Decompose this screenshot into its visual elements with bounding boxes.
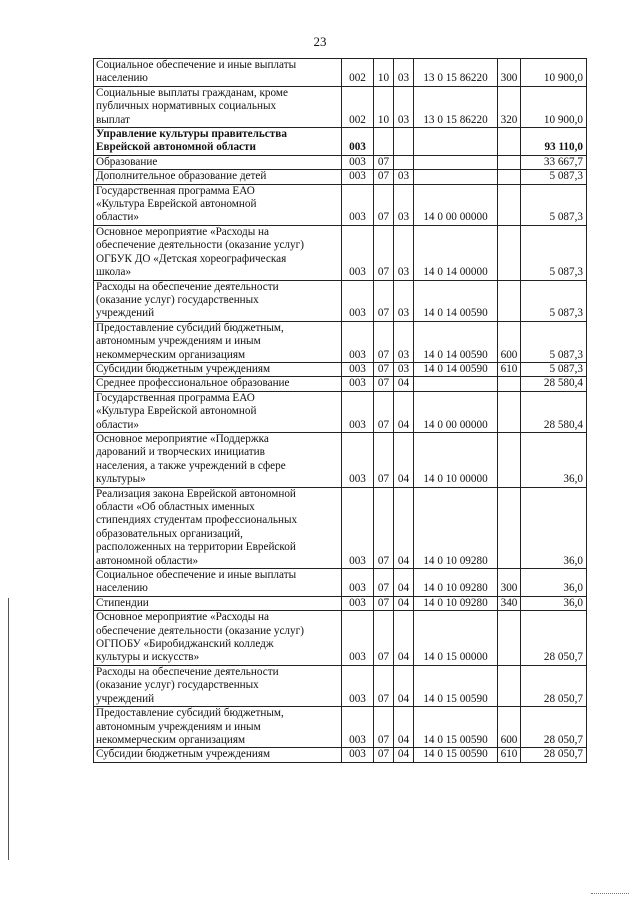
cell-ministry-code: 003 [342, 170, 374, 184]
cell-name: Основное мероприятие «Расходы на обеспечение деятельности (оказание услуг) ОГБУК ДО «Детская хореографическая школа» [94, 225, 342, 280]
cell-amount: 28 050,7 [521, 748, 587, 762]
table-row [94, 155, 587, 169]
cell-amount: 93 110,0 [521, 128, 587, 156]
cell-subsection-code: 04 [394, 377, 414, 391]
cell-name: Реализация закона Еврейской автономной области «Об областных именных стипендиях студентам профессиональных образовательных организаций, расположенных на территории Еврейской автономной области» [94, 487, 342, 568]
cell-expense-type-code: 340 [498, 596, 521, 610]
cell-section-code: 07 [374, 707, 394, 748]
cell-section-code: 07 [374, 321, 394, 362]
cell-amount: 5 087,3 [521, 321, 587, 362]
table-row [94, 665, 587, 706]
cell-subsection-code: 04 [394, 748, 414, 762]
cell-section-code: 07 [374, 432, 394, 487]
budget-table [93, 58, 587, 763]
cell-amount: 10 900,0 [521, 59, 587, 87]
cell-amount: 28 580,4 [521, 391, 587, 432]
table-row [94, 391, 587, 432]
cell-amount: 28 050,7 [521, 665, 587, 706]
cell-amount: 10 900,0 [521, 86, 587, 127]
cell-target-article-code: 13 0 15 86220 [414, 86, 498, 127]
cell-section-code: 07 [374, 170, 394, 184]
cell-ministry-code: 003 [342, 321, 374, 362]
cell-section-code: 07 [374, 391, 394, 432]
cell-expense-type-code [498, 487, 521, 568]
cell-subsection-code: 04 [394, 391, 414, 432]
cell-section-code: 07 [374, 362, 394, 376]
cell-subsection-code: 03 [394, 184, 414, 225]
cell-amount: 36,0 [521, 569, 587, 597]
cell-ministry-code: 002 [342, 86, 374, 127]
cell-subsection-code [394, 128, 414, 156]
cell-ministry-code: 003 [342, 225, 374, 280]
table-body [94, 59, 587, 763]
cell-subsection-code: 04 [394, 569, 414, 597]
cell-section-code: 07 [374, 748, 394, 762]
cell-ministry-code: 003 [342, 611, 374, 666]
cell-expense-type-code [498, 432, 521, 487]
cell-expense-type-code [498, 377, 521, 391]
cell-target-article-code: 14 0 00 00000 [414, 184, 498, 225]
cell-subsection-code: 04 [394, 707, 414, 748]
cell-ministry-code: 003 [342, 748, 374, 762]
cell-name: Образование [94, 155, 342, 169]
page-number: 23 [313, 34, 327, 49]
cell-section-code: 07 [374, 184, 394, 225]
cell-section-code: 07 [374, 611, 394, 666]
cell-subsection-code: 03 [394, 362, 414, 376]
cell-expense-type-code: 300 [498, 59, 521, 87]
cell-name: Государственная программа ЕАО «Культура Еврейской автономной области» [94, 184, 342, 225]
cell-expense-type-code [498, 225, 521, 280]
table-row [94, 321, 587, 362]
table-row [94, 280, 587, 321]
cell-section-code: 10 [374, 86, 394, 127]
cell-name: Основное мероприятие «Расходы на обеспечение деятельности (оказание услуг) ОГПОБУ «Биробиджанский колледж культуры и искусств» [94, 611, 342, 666]
cell-expense-type-code [498, 155, 521, 169]
cell-name: Среднее профессиональное образование [94, 377, 342, 391]
cell-amount: 36,0 [521, 487, 587, 568]
cell-target-article-code: 14 0 10 09280 [414, 487, 498, 568]
cell-expense-type-code [498, 611, 521, 666]
cell-subsection-code: 03 [394, 225, 414, 280]
cell-target-article-code: 14 0 14 00000 [414, 225, 498, 280]
cell-section-code: 07 [374, 225, 394, 280]
cell-subsection-code: 04 [394, 487, 414, 568]
cell-amount: 36,0 [521, 596, 587, 610]
cell-expense-type-code [498, 170, 521, 184]
cell-section-code: 07 [374, 155, 394, 169]
table-row [94, 432, 587, 487]
cell-expense-type-code: 600 [498, 707, 521, 748]
cell-ministry-code: 003 [342, 569, 374, 597]
cell-target-article-code [414, 170, 498, 184]
table-row [94, 596, 587, 610]
cell-subsection-code: 03 [394, 59, 414, 87]
cell-target-article-code: 14 0 15 00590 [414, 748, 498, 762]
cell-target-article-code: 14 0 14 00590 [414, 280, 498, 321]
cell-amount: 28 580,4 [521, 377, 587, 391]
table-row [94, 59, 587, 87]
cell-section-code: 07 [374, 487, 394, 568]
cell-ministry-code: 003 [342, 487, 374, 568]
cell-subsection-code: 04 [394, 611, 414, 666]
cell-ministry-code: 003 [342, 128, 374, 156]
cell-amount: 5 087,3 [521, 280, 587, 321]
cell-name: Дополнительное образование детей [94, 170, 342, 184]
cell-amount: 5 087,3 [521, 170, 587, 184]
cell-target-article-code [414, 155, 498, 169]
cell-ministry-code: 003 [342, 280, 374, 321]
cell-section-code: 07 [374, 280, 394, 321]
cell-target-article-code: 14 0 15 00590 [414, 707, 498, 748]
cell-target-article-code: 14 0 15 00000 [414, 611, 498, 666]
table-row [94, 86, 587, 127]
cell-target-article-code: 14 0 14 00590 [414, 321, 498, 362]
cell-expense-type-code: 610 [498, 362, 521, 376]
cell-target-article-code: 14 0 00 00000 [414, 391, 498, 432]
table-row [94, 225, 587, 280]
cell-expense-type-code [498, 280, 521, 321]
cell-target-article-code: 14 0 10 09280 [414, 569, 498, 597]
cell-expense-type-code [498, 665, 521, 706]
table-row [94, 362, 587, 376]
cell-section-code: 07 [374, 569, 394, 597]
cell-name: Субсидии бюджетным учреждениям [94, 748, 342, 762]
cell-subsection-code: 03 [394, 321, 414, 362]
cell-expense-type-code: 610 [498, 748, 521, 762]
cell-name: Социальные выплаты гражданам, кроме публичных нормативных социальных выплат [94, 86, 342, 127]
cell-ministry-code: 003 [342, 391, 374, 432]
cell-amount: 33 667,7 [521, 155, 587, 169]
cell-name: Государственная программа ЕАО «Культура Еврейской автономной области» [94, 391, 342, 432]
cell-expense-type-code: 320 [498, 86, 521, 127]
cell-section-code: 10 [374, 59, 394, 87]
cell-target-article-code: 14 0 10 09280 [414, 596, 498, 610]
cell-name: Основное мероприятие «Поддержка дарований и творческих инициатив населения, а также учреждений в сфере культуры» [94, 432, 342, 487]
cell-name: Управление культуры правительства Еврейской автономной области [94, 128, 342, 156]
cell-target-article-code: 13 0 15 86220 [414, 59, 498, 87]
cell-ministry-code: 003 [342, 362, 374, 376]
table-row [94, 707, 587, 748]
cell-expense-type-code [498, 184, 521, 225]
cell-subsection-code: 03 [394, 86, 414, 127]
cell-ministry-code: 002 [342, 59, 374, 87]
cell-name: Субсидии бюджетным учреждениям [94, 362, 342, 376]
cell-ministry-code: 003 [342, 707, 374, 748]
cell-amount: 5 087,3 [521, 184, 587, 225]
cell-expense-type-code: 600 [498, 321, 521, 362]
cell-amount: 5 087,3 [521, 362, 587, 376]
table-row [94, 487, 587, 568]
cell-subsection-code: 03 [394, 280, 414, 321]
cell-ministry-code: 003 [342, 596, 374, 610]
cell-subsection-code: 04 [394, 432, 414, 487]
cell-name: Предоставление субсидий бюджетным, автономным учреждениям и иным некоммерческим организациям [94, 321, 342, 362]
cell-ministry-code: 003 [342, 155, 374, 169]
cell-name: Стипендии [94, 596, 342, 610]
cell-section-code [374, 128, 394, 156]
table-row [94, 377, 587, 391]
cell-expense-type-code: 300 [498, 569, 521, 597]
cell-section-code: 07 [374, 596, 394, 610]
cell-name: Социальное обеспечение и иные выплаты населению [94, 59, 342, 87]
cell-target-article-code: 14 0 14 00590 [414, 362, 498, 376]
cell-ministry-code: 003 [342, 665, 374, 706]
cell-name: Расходы на обеспечение деятельности (оказание услуг) государственных учреждений [94, 665, 342, 706]
cell-amount: 36,0 [521, 432, 587, 487]
cell-section-code: 07 [374, 665, 394, 706]
table-row [94, 170, 587, 184]
table-row [94, 611, 587, 666]
table-row [94, 184, 587, 225]
cell-amount: 28 050,7 [521, 707, 587, 748]
table-row [94, 128, 587, 156]
cell-name: Социальное обеспечение и иные выплаты населению [94, 569, 342, 597]
cell-expense-type-code [498, 128, 521, 156]
cell-target-article-code: 14 0 15 00590 [414, 665, 498, 706]
cell-target-article-code: 14 0 10 00000 [414, 432, 498, 487]
cell-subsection-code [394, 155, 414, 169]
cell-ministry-code: 003 [342, 432, 374, 487]
cell-ministry-code: 003 [342, 377, 374, 391]
cell-name: Предоставление субсидий бюджетным, автономным учреждениям и иным некоммерческим организациям [94, 707, 342, 748]
cell-expense-type-code [498, 391, 521, 432]
cell-subsection-code: 04 [394, 665, 414, 706]
table-row [94, 748, 587, 762]
cell-amount: 5 087,3 [521, 225, 587, 280]
cell-amount: 28 050,7 [521, 611, 587, 666]
margin-scan-dots [591, 893, 629, 895]
cell-subsection-code: 03 [394, 170, 414, 184]
cell-ministry-code: 003 [342, 184, 374, 225]
cell-target-article-code [414, 377, 498, 391]
margin-scan-line [8, 598, 9, 860]
table-row [94, 569, 587, 597]
cell-name: Расходы на обеспечение деятельности (оказание услуг) государственных учреждений [94, 280, 342, 321]
cell-target-article-code [414, 128, 498, 156]
cell-section-code: 07 [374, 377, 394, 391]
cell-subsection-code: 04 [394, 596, 414, 610]
